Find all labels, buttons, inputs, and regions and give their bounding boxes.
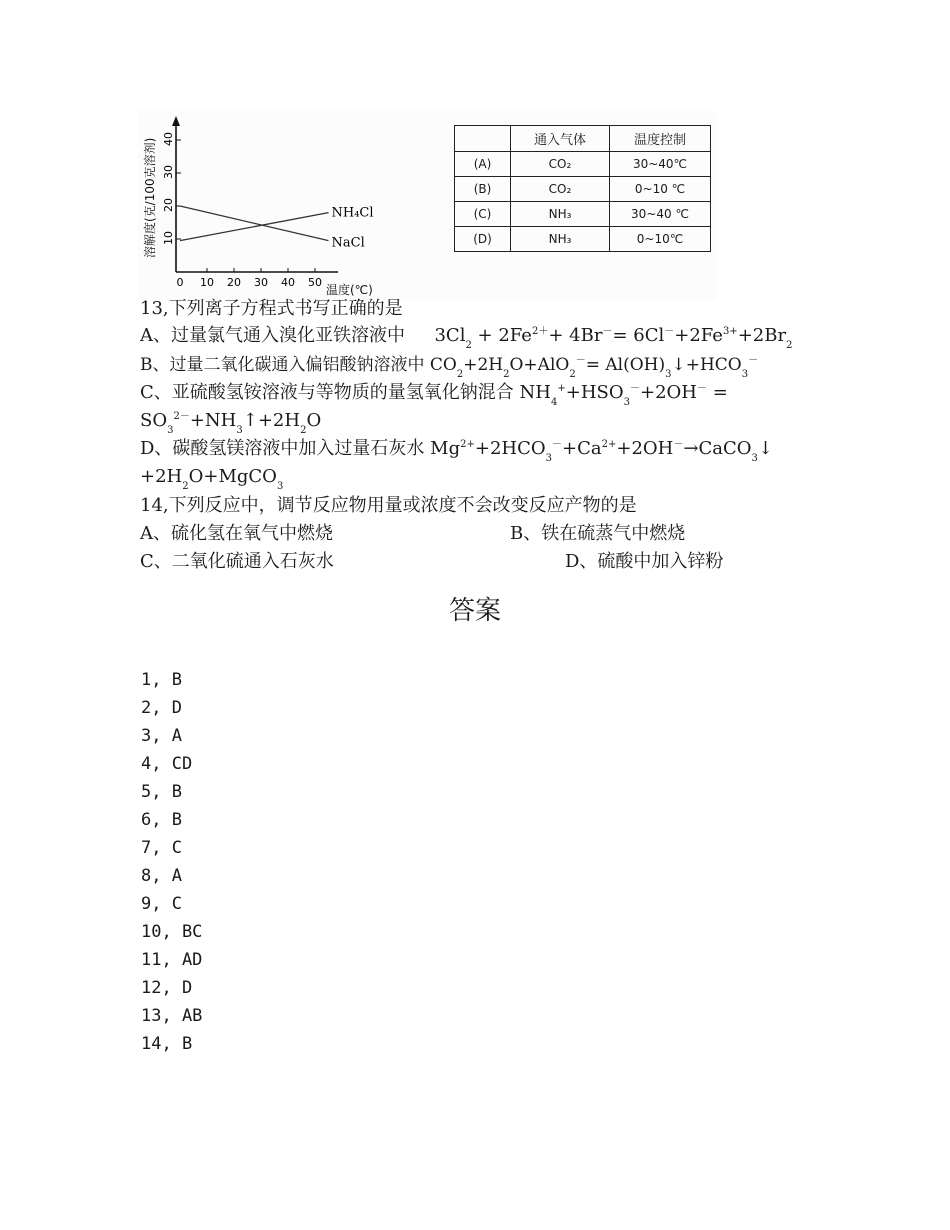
table-cell: (A) bbox=[455, 152, 511, 177]
x-tick-label: 40 bbox=[281, 276, 295, 289]
table-cell: (D) bbox=[455, 227, 511, 252]
table-row bbox=[455, 227, 711, 252]
question-13-option-a bbox=[140, 324, 792, 351]
question-13-option-b bbox=[140, 353, 758, 380]
question-14-option-b: B、铁在硫蒸气中燃烧 bbox=[510, 523, 686, 544]
x-tick-label: 0 bbox=[176, 276, 184, 289]
answer-item: 3, A bbox=[141, 726, 182, 746]
series-line bbox=[180, 206, 329, 241]
table-cell: 0~10 ℃ bbox=[610, 177, 711, 202]
y-tick-label: 20 bbox=[162, 198, 175, 212]
question-14-option-c: C、二氧化硫通入石灰水 bbox=[140, 551, 334, 572]
series-line bbox=[180, 213, 329, 241]
table-header-row bbox=[455, 126, 711, 152]
x-tick-label: 30 bbox=[254, 276, 268, 289]
table-header-cell: 通入气体 bbox=[511, 126, 610, 152]
option-c-equation: $NH_4^++HSO_3^-+2OH^-$ = bbox=[519, 382, 728, 408]
answer-item: 12, D bbox=[141, 978, 193, 998]
x-tick-label: 20 bbox=[227, 276, 241, 289]
question-13-option-d-continued: $+2H_2O+MgCO_3$ bbox=[140, 466, 284, 492]
option-b-equation: $CO_2+2H_2O+AlO_2^-=$ $Al(OH)_3↓+HCO_3^-$ bbox=[429, 355, 759, 380]
answers-title: 答案 bbox=[448, 596, 501, 626]
x-axis-label: 温度(℃) bbox=[326, 283, 373, 297]
option-b-text: B、过量二氧化碳通入偏铝酸钠溶液中 bbox=[140, 355, 425, 375]
series-label: NH₄Cl bbox=[331, 205, 374, 221]
answer-item: 1, B bbox=[141, 670, 182, 690]
answer-item: 10, BC bbox=[141, 922, 203, 942]
series-label: NaCl bbox=[331, 235, 365, 251]
experiment-conditions-table bbox=[454, 125, 711, 252]
question-13-option-c-continued: $SO_3^{2-}+NH_3↑+2H_2O$ bbox=[140, 410, 322, 436]
question-13-option-c bbox=[140, 381, 728, 408]
answer-item: 2, D bbox=[141, 698, 182, 718]
table-cell: NH₃ bbox=[511, 227, 610, 252]
table-row bbox=[455, 202, 711, 227]
table-cell: (C) bbox=[455, 202, 511, 227]
table-cell: CO₂ bbox=[511, 152, 610, 177]
answer-item: 14, B bbox=[141, 1034, 193, 1054]
y-axis-arrow bbox=[172, 116, 180, 126]
answer-item: 6, B bbox=[141, 810, 182, 830]
y-tick-label: 30 bbox=[162, 165, 175, 179]
question-13-option-d bbox=[140, 437, 773, 464]
answer-item: 4, CD bbox=[141, 754, 193, 774]
table-cell: 30~40 ℃ bbox=[610, 202, 711, 227]
table-cell: CO₂ bbox=[511, 177, 610, 202]
answer-item: 8, A bbox=[141, 866, 182, 886]
option-a-equation: $3Cl_2 + 2Fe^{2+}+ 4Br^-= 6Cl^-+2Fe^{3+}+2Br_2$ bbox=[434, 325, 793, 351]
option-d-equation: $Mg^{2+}+2HCO_3^-+Ca^{2+}+2OH^-\to CaCO_3↓$ bbox=[430, 438, 773, 464]
table-cell: 0~10℃ bbox=[610, 227, 711, 252]
question-14-stem: 14,下列反应中，调节反应物用量或浓度不会改变反应产物的是 bbox=[140, 495, 637, 516]
solubility-chart bbox=[138, 110, 478, 300]
answer-item: 9, C bbox=[141, 894, 182, 914]
x-tick-label: 10 bbox=[200, 276, 214, 289]
table-header-cell: 温度控制 bbox=[610, 126, 711, 152]
option-c-text: C、亚硫酸氢铵溶液与等物质的量氢氧化钠混合 bbox=[140, 382, 514, 403]
table-header-cell bbox=[455, 126, 511, 152]
answer-item: 7, C bbox=[141, 838, 182, 858]
answer-item: 11, AD bbox=[141, 950, 203, 970]
y-axis-label: 溶解度(克/100克溶剂) bbox=[143, 137, 157, 258]
y-tick-label: 40 bbox=[162, 132, 175, 146]
x-tick-label: 50 bbox=[308, 276, 322, 289]
y-tick-label: 10 bbox=[162, 231, 175, 245]
option-a-text: A、过量氯气通入溴化亚铁溶液中 bbox=[140, 325, 405, 346]
table-cell: 30~40℃ bbox=[610, 152, 711, 177]
table-row bbox=[455, 177, 711, 202]
question-14-option-d: D、硫酸中加入锌粉 bbox=[565, 551, 724, 572]
table-cell: NH₃ bbox=[511, 202, 610, 227]
table-row bbox=[455, 152, 711, 177]
question-14-option-a: A、硫化氢在氧气中燃烧 bbox=[140, 523, 333, 544]
answer-item: 13, AB bbox=[141, 1006, 203, 1026]
table-cell: (B) bbox=[455, 177, 511, 202]
answer-item: 5, B bbox=[141, 782, 182, 802]
question-13-stem: 13,下列离子方程式书写正确的是 bbox=[140, 298, 403, 319]
option-d-text: D、碳酸氢镁溶液中加入过量石灰水 bbox=[140, 438, 425, 459]
